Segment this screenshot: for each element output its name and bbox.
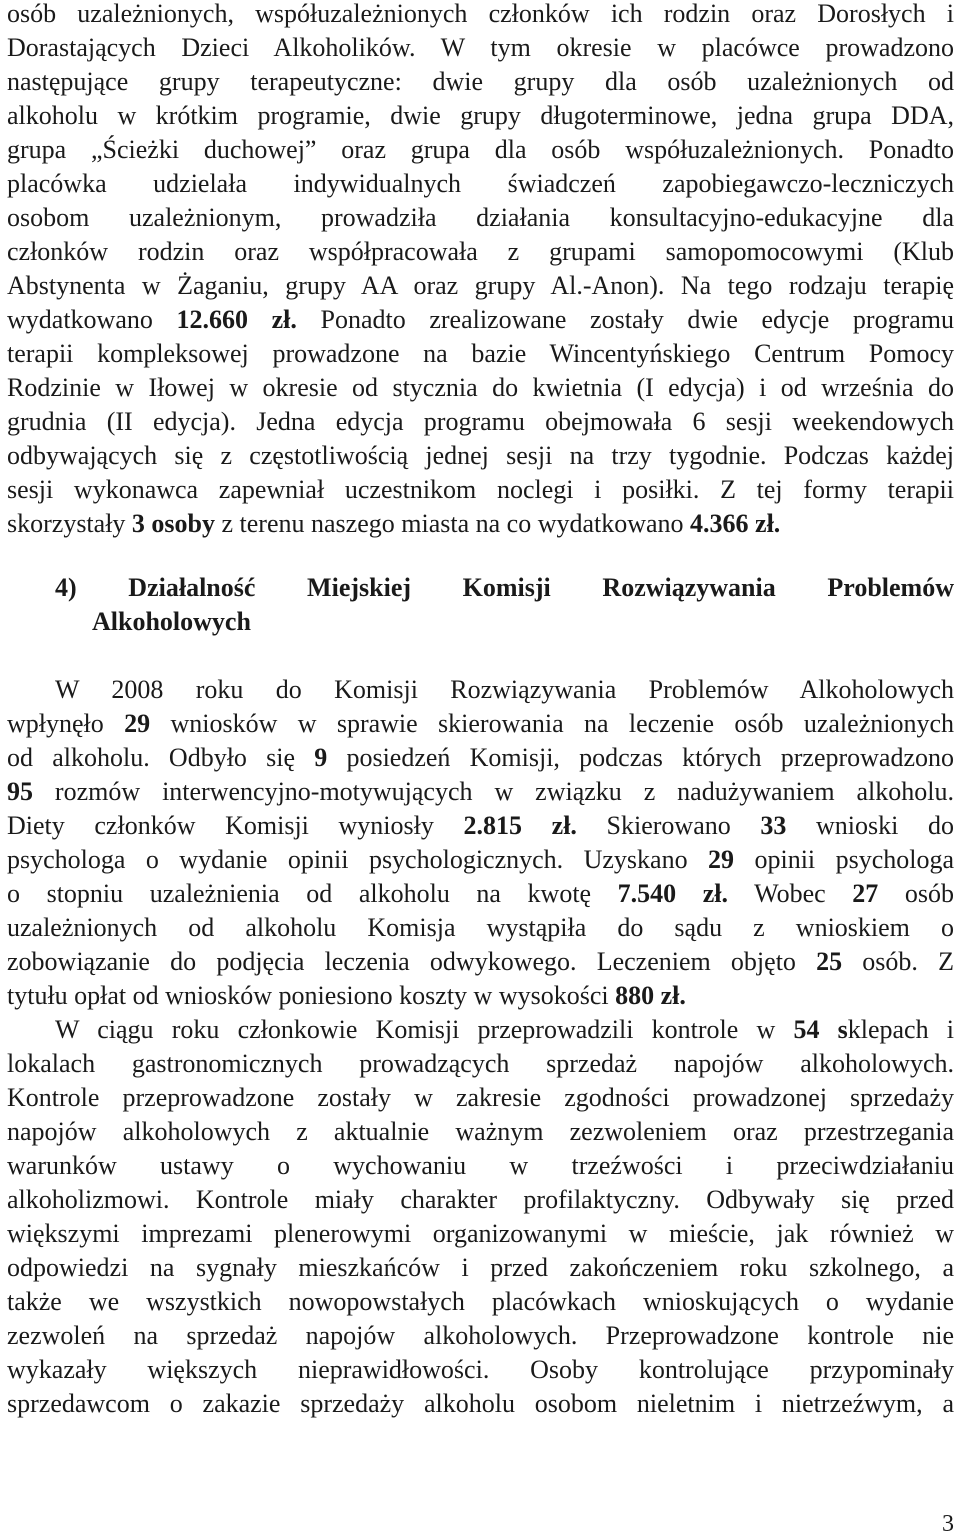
- bold-figure: 54 s: [793, 1015, 848, 1044]
- text-line: lokalach gastronomicznych prowadzących sprzedaż napojów alkoholowych.: [7, 1049, 954, 1078]
- page-number: 3: [942, 1511, 954, 1537]
- text-line: zezwoleń na sprzedaż napojów alkoholowych. Przeprowadzone kontrole nie: [7, 1321, 954, 1350]
- bold-figure: 4.366 zł.: [690, 509, 781, 538]
- text-line: tytułu opłat od wniosków poniesiono koszty w wysokości 880 zł.: [7, 981, 686, 1010]
- text-line: następujące grupy terapeutyczne: dwie grupy dla osób uzależnionych od: [7, 67, 954, 96]
- text-line: Diety członków Komisji wyniosły 2.815 zł. Skierowano 33 wnioski do: [7, 811, 954, 840]
- text-line: sesji wykonawca zapewniał uczestnikom noclegi i posiłki. Z tej formy terapii: [7, 475, 954, 504]
- text-line: W ciągu roku członkowie Komisji przeprowadzili kontrole w 54 sklepach i: [55, 1015, 954, 1044]
- text-line: o stopniu uzależnienia od alkoholu na kwotę 7.540 zł. Wobec 27 osób: [7, 879, 954, 908]
- text-line: psychologa o wydanie opinii psychologicznych. Uzyskano 29 opinii psychologa: [7, 845, 955, 874]
- text-line: 95 rozmów interwencyjno-motywujących w związku z nadużywaniem alkoholu.: [7, 777, 954, 806]
- text-line: wydatkowano 12.660 zł. Ponadto zrealizowane zostały dwie edycje programu: [7, 305, 955, 334]
- text-line: alkoholu w krótkim programie, dwie grupy długoterminowe, jedna grupa DDA,: [7, 101, 954, 130]
- bold-figure: 3 osoby: [131, 509, 215, 538]
- text-line: wykazały większych nieprawidłowości. Osoby kontrolujące przypominały: [7, 1355, 954, 1384]
- text-line: placówka udzielała indywidualnych świadczeń zapobiegawczo-leczniczych: [7, 169, 954, 198]
- text-line: sprzedawcom o zakazie sprzedaży alkoholu osobom nieletnim i nietrzeźwym, a: [7, 1389, 954, 1418]
- text-line: napojów alkoholowych z aktualnie ważnym zezwoleniem oraz przestrzegania: [7, 1117, 954, 1146]
- text-line: wpłynęło 29 wniosków w sprawie skierowania na leczenie osób uzależnionych: [7, 709, 955, 738]
- bold-figure: 7.540 zł.: [617, 879, 729, 908]
- text-line: większymi imprezami plenerowymi organizowanymi w mieście, jak również w: [7, 1219, 954, 1248]
- bold-figure: 33: [760, 811, 787, 840]
- bold-figure: 27: [852, 879, 879, 908]
- text-line: warunków ustawy o wychowaniu w trzeźwości i przeciwdziałaniu: [7, 1151, 954, 1180]
- bold-figure: 9: [314, 743, 328, 772]
- bold-figure: 2.815 zł.: [463, 811, 577, 840]
- text-line: odpowiedzi na sygnały mieszkańców i przed zakończeniem roku szkolnego, a: [7, 1253, 954, 1282]
- text-line: Dorastających Dzieci Alkoholików. W tym okresie w placówce prowadzono: [7, 33, 954, 62]
- bold-figure: 29: [124, 709, 151, 738]
- bold-figure: 12.660 zł.: [176, 305, 297, 334]
- section-heading-line-2: Alkoholowych: [92, 607, 251, 636]
- text-line: członków rodzin oraz współpracowała z grupami samopomocowymi (Klub: [7, 237, 954, 266]
- bold-figure: 880 zł.: [615, 981, 686, 1010]
- text-line: alkoholizmowi. Kontrole miały charakter profilaktyczny. Odbywały się przed: [7, 1185, 954, 1214]
- bold-figure: 95: [7, 777, 33, 806]
- text-line: zobowiązanie do podjęcia leczenia odwykowego. Leczeniem objęto 25 osób. Z: [7, 947, 954, 976]
- text-line: od alkoholu. Odbyło się 9 posiedzeń Komisji, podczas których przeprowadzono: [7, 743, 954, 772]
- bold-figure: 29: [708, 845, 735, 874]
- text-line: grudnia (II edycja). Jedna edycja programu obejmowała 6 sesji weekendowych: [7, 407, 954, 436]
- text-line: W 2008 roku do Komisji Rozwiązywania Problemów Alkoholowych: [55, 675, 954, 704]
- text-line: odbywających się z częstotliwością jednej sesji na trzy tygodnie. Podczas każdej: [7, 441, 954, 470]
- text-line: skorzystały 3 osoby z terenu naszego miasta na co wydatkowano 4.366 zł.: [7, 509, 781, 538]
- text-line: także we wszystkich nowopowstałych placówkach wnioskujących o wydanie: [7, 1287, 954, 1316]
- text-line: uzależnionych od alkoholu Komisja wystąpiła do sądu z wnioskiem o: [7, 913, 954, 942]
- text-line: terapii kompleksowej prowadzone na bazie Wincentyńskiego Centrum Pomocy: [7, 339, 954, 368]
- text-line: osób uzależnionych, współuzależnionych członków ich rodzin oraz Dorosłych i: [7, 0, 954, 28]
- text-line: grupa „Ścieżki duchowej” oraz grupa dla osób współuzależnionych. Ponadto: [7, 135, 954, 164]
- text-line: Kontrole przeprowadzone zostały w zakresie zgodności prowadzonej sprzedaży: [7, 1083, 954, 1112]
- bold-figure: 25: [816, 947, 843, 976]
- text-line: Abstynenta w Żaganiu, grupy AA oraz grupy Al.-Anon). Na tego rodzaju terapię: [7, 271, 954, 300]
- text-line: osobom uzależnionym, prowadziła działania konsultacyjno-edukacyjne dla: [7, 203, 954, 232]
- section-heading-line-1: 4) Działalność Miejskiej Komisji Rozwiązywania Problemów: [55, 573, 954, 602]
- text-line: Rodzinie w Iłowej w okresie od stycznia do kwietnia (I edycja) i od września do: [7, 373, 954, 402]
